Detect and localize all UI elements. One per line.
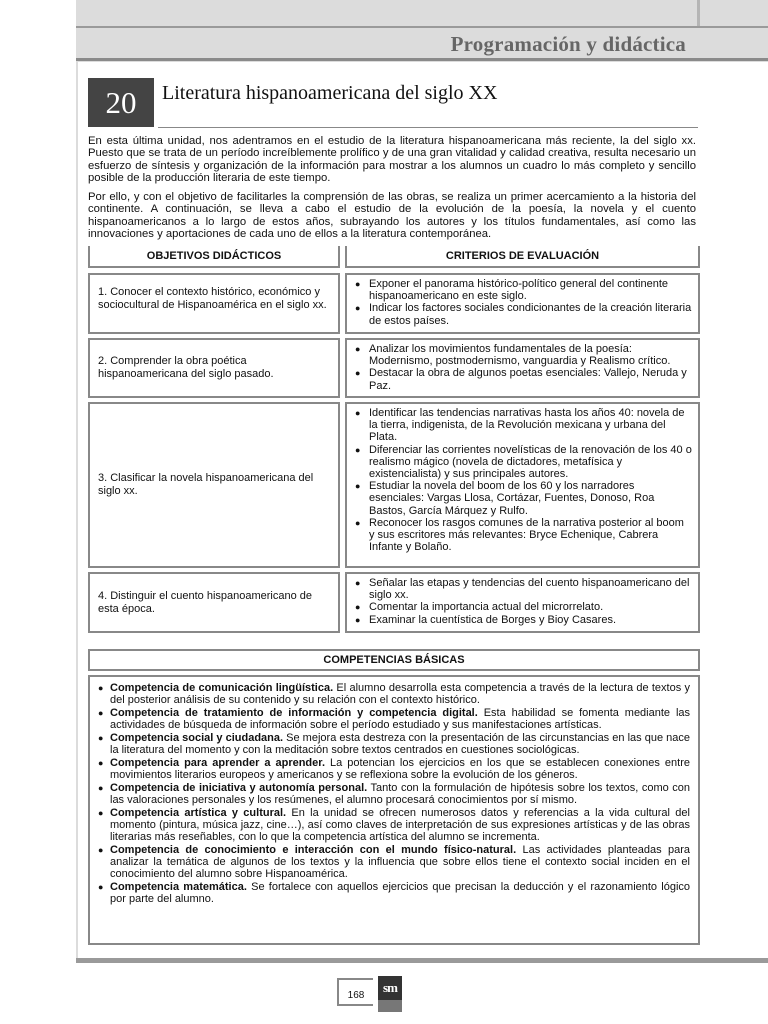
criteria-list xyxy=(355,278,692,327)
competencia-text: Se fortalece con aquellos ejercicios que precisan la deducción y el razonamiento lógico por parte del alumno. xyxy=(110,880,691,905)
competencias-list xyxy=(98,682,690,906)
list-item: ● Analizar los movimientos fundamentales de la poesía: Modernismo, postmodernismo, vanguardia y Realismo crítico. xyxy=(355,343,692,367)
list-item: ● Comentar la importancia actual del microrrelato. xyxy=(355,601,692,613)
competencia-text: El alumno desarrolla esta competencia a través de la lectura de textos y del posterior análisis de su contenido y su relación con el contexto histórico. xyxy=(110,682,690,707)
objective-text: 4. Distinguir el cuento hispanoamericano de esta época. xyxy=(98,590,313,616)
list-item: ● Destacar la obra de algunos poetas esenciales: Vallejo, Neruda y Paz. xyxy=(355,367,692,391)
objective-text: 3. Clasificar la novela hispanoamericana del siglo xx. xyxy=(98,472,314,498)
competencias-header: COMPETENCIAS BÁSICAS xyxy=(88,649,700,671)
competencia-item xyxy=(98,844,690,881)
logo-bar xyxy=(378,1000,402,1012)
competencia-name: Competencia de iniciativa y autonomía personal. xyxy=(110,781,368,794)
competencia-name: Competencia social y ciudadana. xyxy=(110,731,284,744)
frame-bottom-rule xyxy=(76,958,768,963)
competencia-item xyxy=(98,782,690,806)
competencia-text: La potencian los ejercicios en los que se establecen conexiones entre movimientos literarios europeos y americanos y se reflexiona sobre la evolución de los géneros. xyxy=(110,756,690,781)
competencia-name: Competencia de conocimiento e interacción con el mundo físico-natural. xyxy=(110,843,517,856)
list-item: ● Indicar los factores sociales condicionantes de la creación literaria de estos países. xyxy=(355,302,692,326)
list-item: ● Reconocer los rasgos comunes de la narrativa posterior al boom y sus escritores más relevantes: Bryce Echenique, Cabrera Infante y Bolaño. xyxy=(355,517,692,554)
competencia-text: Tanto con la formulación de hipótesis sobre los textos, como con las valoraciones personales y los resúmenes, el alumno procesará conocimientos por sí mismo. xyxy=(110,781,691,806)
list-item: ● Identificar las tendencias narrativas hasta los años 40: novela de la tierra, indigenista, de la Revolución mexicana y urbana del Plata. xyxy=(355,407,692,444)
objective-cell-1 xyxy=(88,273,340,334)
list-item: ● Estudiar la novela del boom de los 60 y los narradores esenciales: Vargas Llosa, Cortázar, Fuentes, Donoso, Roa Bastos, García Márquez y Rulfo. xyxy=(355,480,692,517)
criteria-cell-3 xyxy=(345,402,700,568)
competencia-text: Esta habilidad se fomenta mediante las actividades de búsqueda de información sobre el período estudiado y sus manifestaciones artísticas. xyxy=(110,706,691,732)
criteria-cell-2 xyxy=(345,338,700,398)
intro-paragraph-2: Por ello, y con el objetivo de facilitarles la comprensión de las obras, se realiza un primer acercamiento a la historia del continente. A continuación, se lleva a cabo el estudio de la evolución de la poesía, la novela y el cuento hispanoamericanos a lo largo de estos años, subrayando los autores y los títulos fundamentales, así como las innovaciones y aportaciones de cada uno de ellos a la literatura contemporánea. xyxy=(88,191,696,240)
criteria-cell-1 xyxy=(345,273,700,334)
objective-text: 1. Conocer el contexto histórico, económico y sociocultural de Hispanoamérica en el siglo xx. xyxy=(98,286,327,312)
frame-accent xyxy=(697,0,700,26)
page-number: 168 xyxy=(337,978,373,1004)
criteria-list xyxy=(355,577,692,626)
competencia-item xyxy=(98,707,690,731)
list-item: ● Exponer el panorama histórico-político general del continente hispanoamericano en este siglo. xyxy=(355,278,692,302)
objective-text: 2. Comprender la obra poética hispanoamericana del siglo pasado. xyxy=(98,355,274,381)
objective-cell-2 xyxy=(88,338,340,398)
page-number-rule xyxy=(337,1004,373,1006)
competencia-item xyxy=(98,682,690,706)
competencias-box xyxy=(88,675,700,945)
competencia-item xyxy=(98,807,690,844)
unit-number-badge: 20 xyxy=(88,78,154,127)
list-item: ● Examinar la cuentística de Borges y Bioy Casares. xyxy=(355,614,692,626)
competencia-item xyxy=(98,732,690,756)
competencia-name: Competencia de tratamiento de información y competencia digital. xyxy=(110,706,478,719)
competencia-item xyxy=(98,757,690,781)
competencia-name: Competencia para aprender a aprender. xyxy=(110,756,325,769)
criteria-cell-4 xyxy=(345,572,700,633)
intro-paragraph-1: En esta última unidad, nos adentramos en el estudio de la literatura hispanoamericana más reciente, la del siglo xx. Puesto que se trata de un período increíblemente prolífico y de una gran vitalidad y calidad creativa, resulta necesario un esfuerzo de síntesis y organización de la información para mostrar a los alumnos un cuadro lo más completo y sencillo posible de la producción literaria de este tiempo. xyxy=(88,135,696,184)
list-item: ● Diferenciar las corrientes novelísticas de la renovación de los 40 o realismo mágico (novela de dictadores, metafísica y existencialista) y sus principales autores. xyxy=(355,444,692,481)
competencia-text: Las actividades planteadas para analizar la temática de algunos de los textos y la influencia que sobre ellos tiene el contexto social inciden en el conocimiento del alumno sobre Hispanoamérica. xyxy=(110,843,690,881)
objective-cell-4 xyxy=(88,572,340,633)
competencia-text: En la unidad se ofrecen numerosos datos y referencias a la vida cultural del momento (pintura, música jazz, cine…), así como claves de interpretación de sus expresiones artísticas y de las obras literarias más reseñables, con lo que la competencia artística del alumno se incrementa. xyxy=(110,806,690,843)
unit-title: Literatura hispanoamericana del siglo XX xyxy=(162,82,498,104)
criteria-list xyxy=(355,343,692,392)
objective-cell-3 xyxy=(88,402,340,568)
competencia-name: Competencia artística y cultural. xyxy=(110,806,287,819)
unit-title-rule xyxy=(158,127,698,128)
criteria-list xyxy=(355,407,692,553)
competencia-name: Competencia de comunicación lingüística. xyxy=(110,682,334,694)
competencia-name: Competencia matemática. xyxy=(110,880,247,893)
header-rule xyxy=(76,58,768,61)
sm-logo: sm xyxy=(378,976,402,1000)
criteria-header: CRITERIOS DE EVALUACIÓN xyxy=(345,246,700,268)
frame-top-rule xyxy=(76,26,768,28)
competencia-item xyxy=(98,881,690,905)
competencia-text: Se mejora esta destreza con la presentación de las circunstancias en las que nace la literatura del momento y con la meditación sobre textos centrados en cuestiones sociológicas. xyxy=(110,731,690,757)
list-item: ● Señalar las etapas y tendencias del cuento hispanoamericano del siglo xx. xyxy=(355,577,692,601)
objectives-header: OBJETIVOS DIDÁCTICOS xyxy=(88,246,340,268)
section-title: Programación y didáctica xyxy=(450,32,686,56)
